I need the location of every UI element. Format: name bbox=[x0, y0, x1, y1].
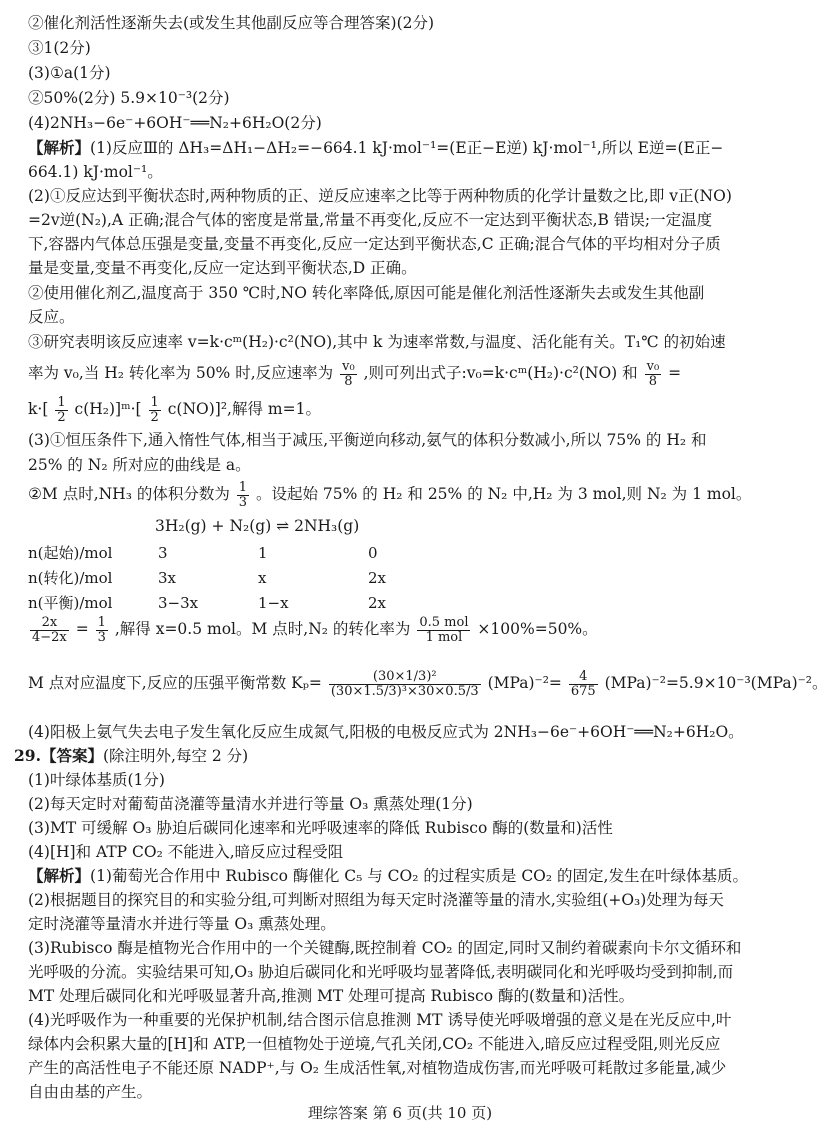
analysis-line: k·[ $\frac{1}{2}$ c(H₂)]ᵐ·[ $\frac{1}{2}$ c(NO)]²,解得 m=1。 bbox=[28, 394, 321, 425]
answer-line: (4)2NH₃−6e⁻+6OH⁻══N₂+6H₂O(2分) bbox=[28, 114, 322, 132]
table-cell: 2x bbox=[368, 568, 387, 587]
analysis-line: 绿体内会积累大量的[H]和 ATP,一但植物处于逆境,气孔关闭,CO₂ 不能进入,暗反应过程受阻,则光反应 bbox=[28, 1035, 721, 1053]
analysis-line: 产生的高活性电子不能还原 NADP⁺,与 O₂ 生成活性氧,对植物造成伤害,而光呼吸可耗散过多能量,减少 bbox=[28, 1059, 727, 1077]
analysis-line: 率为 v₀,当 H₂ 转化率为 50% 时,反应速率为 $\frac{\text{v₀}}{8}$ ,则可列出式子:v₀=k·cᵐ(H₂)·c²(NO) 和 $\frac{\text{v₀}}{8}$ = bbox=[28, 358, 682, 389]
analysis-line: ②M 点时,NH₃ 的体积分数为 $\frac{1}{3}$ 。设起始 75% 的 H₂ 和 25% 的 N₂ 中,H₂ 为 3 mol,则 N₂ 为 1 mol。 bbox=[28, 479, 752, 510]
table-row bbox=[28, 565, 458, 590]
fraction: $\frac{\text{0.5 mol}}{\text{1 mol}}$ bbox=[419, 614, 469, 645]
table-cell: 3−3x bbox=[158, 593, 199, 612]
fraction: $\frac{1}{3}$ bbox=[238, 479, 248, 510]
fraction: $\frac{\text{v₀}}{8}$ bbox=[646, 358, 660, 389]
analysis-tag: 【解析】 bbox=[28, 138, 91, 157]
analysis-line: ②使用催化剂乙,温度高于 350 ℃时,NO 转化率降低,原因可能是催化剂活性逐渐失去或发生其他副 bbox=[28, 284, 705, 302]
fraction: $\frac{1}{2}$ bbox=[150, 394, 159, 425]
analysis-tag: 【解析】 bbox=[28, 866, 91, 885]
analysis-line: ③研究表明该反应速率 v=k·cᵐ(H₂)·c²(NO),其中 k 为速率常数,与温度、活化能有关。T₁℃ 的初始速 bbox=[28, 333, 726, 351]
table-cell: 0 bbox=[368, 543, 378, 562]
reaction-equation: 3H₂(g) + N₂(g) ⇌ 2NH₃(g) bbox=[155, 517, 360, 535]
analysis-line: 自由由基的产生。 bbox=[28, 1083, 153, 1101]
analysis-line: 664.1) kJ·mol⁻¹。 bbox=[28, 163, 163, 181]
table-cell: 3x bbox=[158, 568, 177, 587]
answer-line: (4)[H]和 ATP CO₂ 不能进入,暗反应过程受阻 bbox=[28, 843, 344, 861]
analysis-line: (4)光呼吸作为一种重要的光保护机制,结合图示信息推测 MT 诱导使光呼吸增强的意义是在光反应中,叶 bbox=[28, 1011, 732, 1029]
answer-line: ②催化剂活性逐渐失去(或发生其他副反应等合理答案)(2分) bbox=[28, 14, 435, 32]
analysis-line: 量是变量,变量不再变化,反应一定达到平衡状态,D 正确。 bbox=[28, 259, 417, 277]
table-row bbox=[28, 540, 458, 565]
fraction: $\frac{1}{3}$ bbox=[97, 614, 106, 645]
analysis-line: (2)根据题目的探究目的和实验分组,可判断对照组为每天定时浇灌等量的清水,实验组(+O₃)处理为每天 bbox=[28, 891, 724, 909]
analysis-line: 【解析】(1)葡萄光合作用中 Rubisco 酶催化 C₅ 与 CO₂ 的过程实质是 CO₂ 的固定,发生在叶绿体基质。 bbox=[28, 866, 748, 885]
answer-line: ②50%(2分) 5.9×10⁻³(2分) bbox=[28, 89, 230, 107]
table-cell: 3 bbox=[158, 543, 168, 562]
ice-table bbox=[28, 540, 458, 615]
analysis-line: 光呼吸的分流。实验结果可知,O₃ 胁迫后碳同化和光呼吸均显著降低,表明碳同化和光呼吸均受到抑制,而 bbox=[28, 963, 734, 981]
page-footer: 理综答案 第 6 页(共 10 页) bbox=[307, 1104, 493, 1122]
table-cell: 1 bbox=[258, 543, 268, 562]
answer-line: ③1(2分) bbox=[28, 39, 91, 57]
analysis-line: 25% 的 N₂ 所对应的曲线是 a。 bbox=[28, 456, 251, 474]
table-cell: 2x bbox=[368, 593, 387, 612]
analysis-line: (3)①恒压条件下,通入惰性气体,相当于减压,平衡逆向移动,氨气的体积分数减小,所以 75% 的 H₂ 和 bbox=[28, 431, 707, 449]
answer-line: (3)①a(1分) bbox=[28, 64, 111, 82]
analysis-line: $\frac{2x}{4-2x}$ = $\frac{1}{3}$ ,解得 x=0.5 mol。M 点时,N₂ 的转化率为 $\frac{\text{0.5 mol}}{\text{1 mol}}$ ×100%=50%。 bbox=[32, 614, 598, 645]
analysis-line: (4)阳极上氨气失去电子发生氧化反应生成氮气,阳极的电极反应式为 2NH₃−6e⁻+6OH⁻══N₂+6H₂O。 bbox=[28, 723, 744, 741]
fraction: $\frac{4}{675}$ bbox=[570, 668, 596, 699]
table-cell: x bbox=[258, 568, 267, 587]
table-cell: n(平衡)/mol bbox=[28, 594, 113, 612]
analysis-line: 反应。 bbox=[28, 308, 75, 326]
fraction: $\frac{\text{(30×1/3)²}}{\text{(30×1.5/3)³×30×0.5/3}}$ bbox=[330, 668, 479, 699]
table-cell: n(起始)/mol bbox=[28, 544, 113, 562]
answer-line: (2)每天定时对葡萄苗浇灌等量清水并进行等量 O₃ 熏蒸处理(1分) bbox=[28, 795, 473, 813]
analysis-line: (2)①反应达到平衡状态时,两种物质的正、逆反应速率之比等于两种物质的化学计量数之比,即 v正(NO) bbox=[28, 187, 732, 205]
answer-heading: 29.【答案】(除注明外,每空 2 分) bbox=[14, 746, 249, 765]
answer-line: (1)叶绿体基质(1分) bbox=[28, 771, 165, 789]
analysis-line: MT 处理后碳同化和光呼吸显著升高,推测 MT 处理可提高 Rubisco 酶的(数量和)活性。 bbox=[28, 987, 635, 1005]
fraction: $\frac{1}{2}$ bbox=[57, 394, 66, 425]
answer-line: (3)MT 可缓解 O₃ 胁迫后碳同化速率和光呼吸速率的降低 Rubisco 酶的(数量和)活性 bbox=[28, 819, 613, 837]
analysis-line: 下,容器内气体总压强是变量,变量不再变化,反应一定达到平衡状态,C 正确;混合气体的平均相对分子质 bbox=[28, 235, 721, 253]
table-cell: n(转化)/mol bbox=[28, 569, 113, 587]
table-cell: 1−x bbox=[258, 593, 289, 612]
analysis-line: 【解析】(1)反应Ⅲ的 ΔH₃=ΔH₁−ΔH₂=−664.1 kJ·mol⁻¹=(E正−E逆) kJ·mol⁻¹,所以 E逆=(E正− bbox=[28, 138, 724, 157]
fraction: $\frac{2x}{4-2x}$ bbox=[32, 614, 67, 645]
fraction: $\frac{\text{v₀}}{8}$ bbox=[342, 358, 355, 389]
analysis-line: 定时浇灌等量清水并进行等量 O₃ 熏蒸处理。 bbox=[28, 915, 336, 933]
analysis-line: M 点对应温度下,反应的压强平衡常数 Kₚ= $\frac{\text{(30×1/3)²}}{\text{(30×1.5/3)³×30×0.5/3}}$ (MPa)⁻²= $\frac{4}{675}$ (MPa)⁻²=5.9×10⁻³(MPa)⁻²。 bbox=[28, 668, 828, 699]
analysis-line: (3)Rubisco 酶是植物光合作用中的一个关键酶,既控制着 CO₂ 的固定,同时又制约着碳素向卡尔文循环和 bbox=[28, 939, 742, 957]
analysis-line: =2v逆(N₂),A 正确;混合气体的密度是常量,常量不再变化,反应不一定达到平衡状态,B 错误;一定温度 bbox=[28, 211, 713, 229]
